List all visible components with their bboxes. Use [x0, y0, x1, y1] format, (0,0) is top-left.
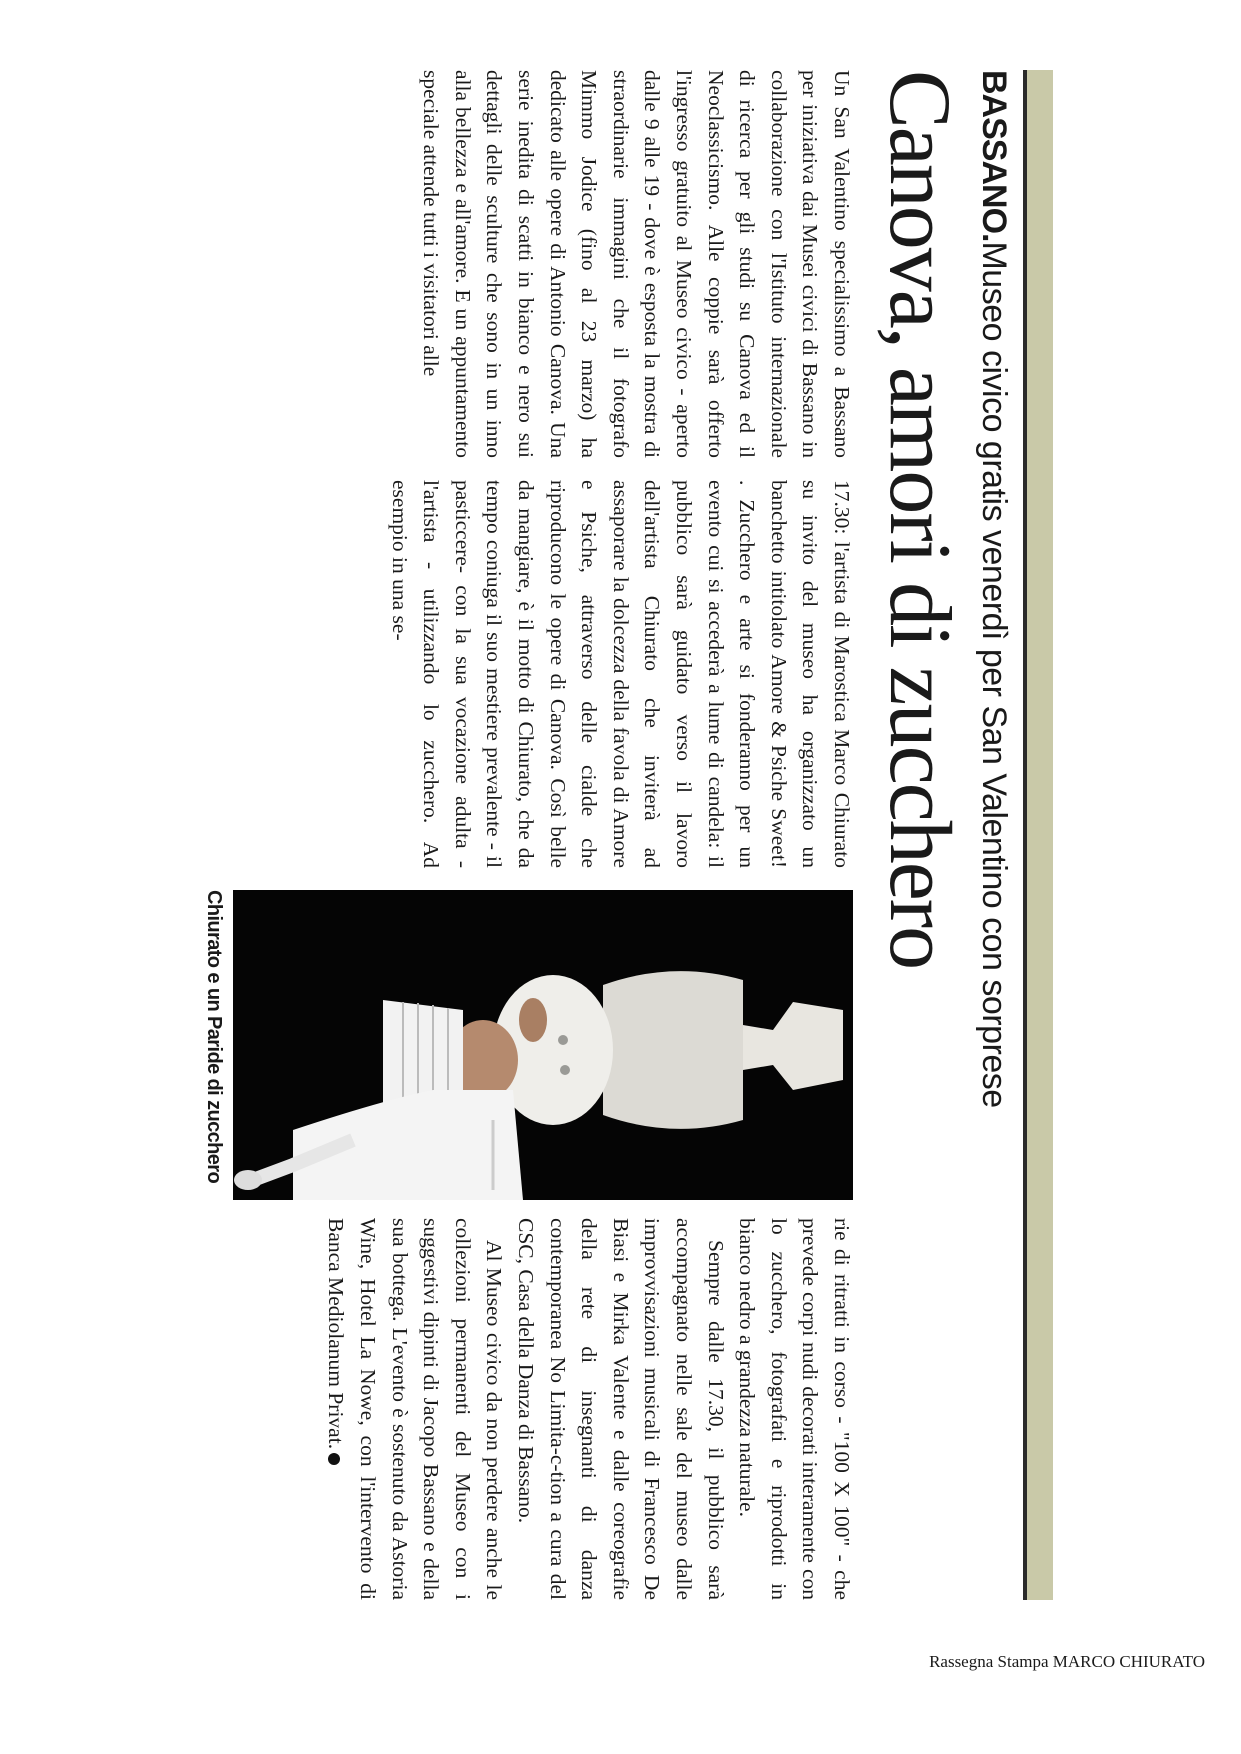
paragraph: Un San Valentino specialissimo a Bassano per iniziativa dai Musei civici di Bassano in collaborazione con l'Istituto internazionale di ricerca per gli studi su Canova ed il Neoclassicismo. Alle coppie sarà offerto l'ingresso gratuito al Museo civico - aperto dalle 9 alle 19 - dove è esposta la mostra di straordinarie immagini che il fotografo Mimmo Jodice (fino al 23 marzo) ha dedicato alle opere di Antonio Canova. Una serie inedita di scatti in bianco e nero sui dettagli delle sculture che sono in un inno alla bellezza e all'amore. E un appuntamento speciale attende tutti i visitatori alle [419, 70, 854, 458]
end-mark-icon [328, 1453, 340, 1465]
article-column-2 [383, 480, 857, 868]
article-column-1 [415, 70, 857, 458]
paragraph-last [320, 1218, 510, 1600]
photo-chef-with-sugar-bust [233, 890, 853, 1200]
paragraph: rie di ritratti in corso - "100 X 100" - che prevede corpi nudi decorati interamente con lo zucchero, fotografati e riprodotti in bianco nedro a grandezza naturale. [735, 1218, 854, 1600]
article-column-3 [320, 1218, 857, 1600]
paragraph: Sempre dalle 17.30, il pubblico sarà accompagnato nelle sale del museo dalle improvvisazioni musicali di Francesco De Biasi e Mirka Valente e dalle coreografie della rete di insegnanti di danza contemporanea No Limita-c-tion a cura del CSC, Casa della Danza di Bassano. [514, 1218, 728, 1600]
kicker [969, 70, 1019, 1600]
newspaper-article [193, 70, 1053, 1600]
footer-credit: Rassegna Stampa MARCO CHIURATO [929, 1652, 1205, 1671]
kicker-text: Museo civico gratis venerdì per San Valentino con sorprese [975, 241, 1013, 1108]
paragraph-text: Al Museo civico da non perdere anche le collezioni permanenti del Museo con i suggestivi dipinti di Jacopo Bassano e della sua bottega. L'evento è sostenuto da Astoria Wine, Hotel La Nowe, con l'intervento di Banca Mediolanum Privat. [324, 1218, 507, 1600]
header-rule [1023, 70, 1053, 1600]
paragraph: 17.30: l'artista di Marostica Marco Chiurato su invito del museo ha organizzato un banchetto intitolato Amore & Psiche Sweet! . Zucchero e arte si fonderanno per un evento cui si accederà a lume di candela: il pubblico sarà guidato verso il lavoro dell'artista Chiurato che inviterà ad assaporare la dolcezza della favola di Amore e Psiche, attraverso delle cialde che riproducono le opere di Canova. Così belle da mangiare, è il motto di Chiurato, che da tempo coniuga il suo mestiere prevalente - il pasticcere- con la sua vocazione adulta - l'artista - utilizzando lo zucchero. Ad esempio in una se- [387, 480, 854, 868]
photo-caption: Chiurato e un Paride di zucchero [203, 890, 225, 1184]
headline: Canova, amori di zucchero [871, 70, 968, 969]
kicker-place: BASSANO. [975, 70, 1013, 242]
